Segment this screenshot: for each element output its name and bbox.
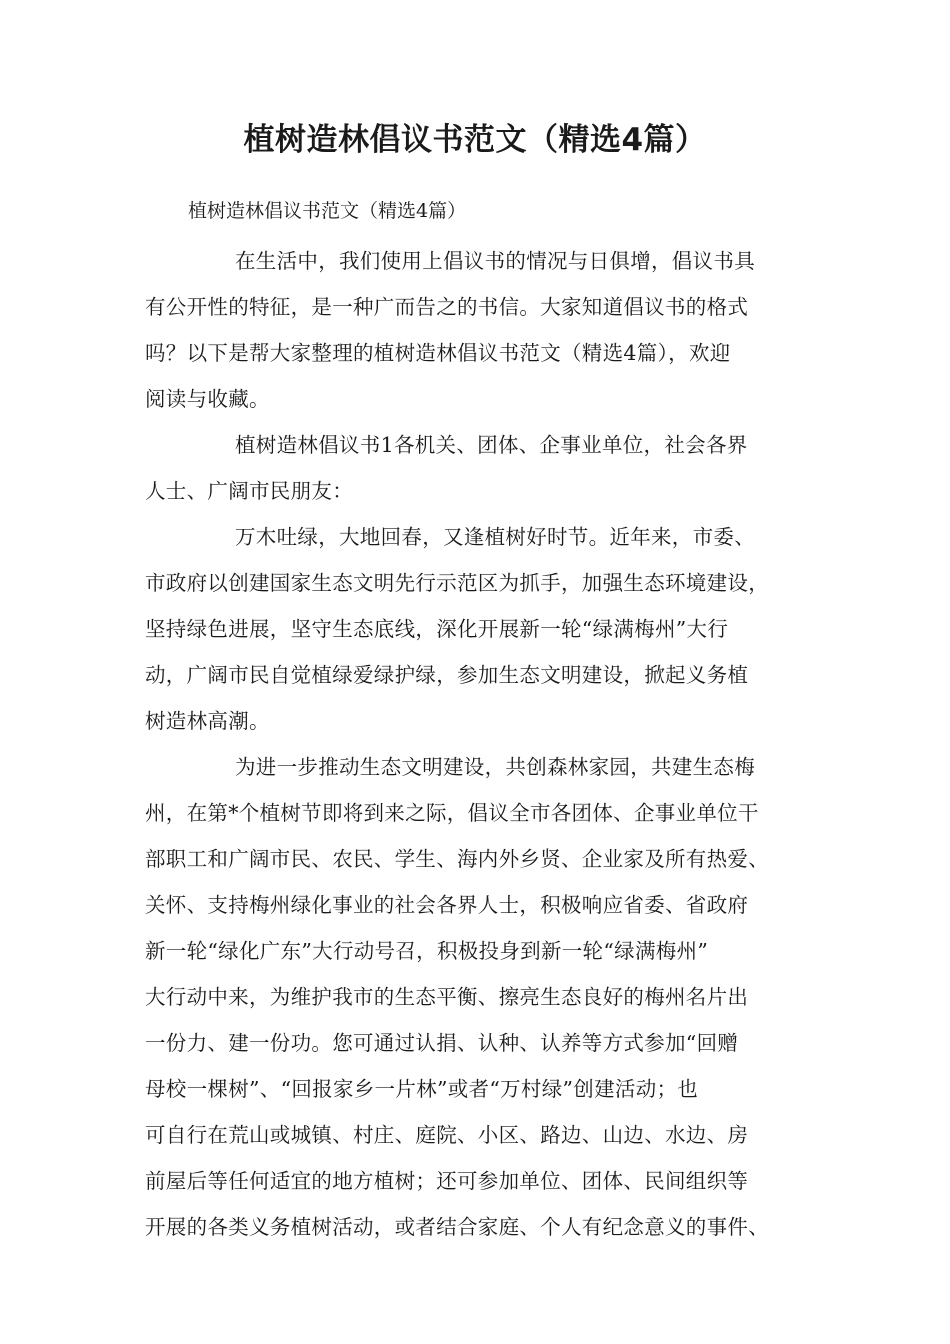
- paragraph-salutation: [145, 422, 825, 514]
- text-line: 州，在第*个植树节即将到来之际，倡议全市各团体、企事业单位干: [145, 801, 759, 825]
- text-line: 阅读与收藏。: [145, 387, 270, 411]
- text-line: 树造林高潮。: [145, 709, 270, 733]
- text-line: 前屋后等任何适宜的地方植树；还可参加单位、团体、民间组织等: [145, 1169, 749, 1193]
- document-subtitle: 植树造林倡议书范文（精选4篇）: [188, 200, 467, 222]
- paragraph-intro: [145, 238, 825, 422]
- text-line: 人士、广阔市民朋友：: [145, 479, 353, 503]
- paragraph-spring: [145, 514, 825, 744]
- text-line: 大行动中来，为维护我市的生态平衡、擦亮生态良好的梅州名片出: [145, 985, 749, 1009]
- text-line: 市政府以创建国家生态文明先行示范区为抓手，加强生态环境建设，: [145, 571, 769, 595]
- text-line: 母校一棵树”、“回报家乡一片林”或者“万村绿”创建活动；也: [145, 1077, 699, 1101]
- text-line: 植树造林倡议书1各机关、团体、企事业单位，社会各界: [235, 433, 748, 457]
- text-line: 为进一步推动生态文明建设，共创森林家园，共建生态梅: [235, 755, 755, 779]
- text-line: 有公开性的特征，是一种广而告之的书信。大家知道倡议书的格式: [145, 295, 749, 319]
- text-line: 开展的各类义务植树活动，或者结合家庭、个人有纪念意义的事件、: [145, 1215, 769, 1239]
- paragraph-initiative: [145, 744, 825, 1250]
- document-title: 植树造林倡议书范文（精选4篇）: [243, 122, 707, 158]
- text-line: 万木吐绿，大地回春，又逢植树好时节。近年来，市委、: [235, 525, 755, 549]
- text-line: 部职工和广阔市民、农民、学生、海内外乡贤、企业家及所有热爱、: [145, 847, 769, 871]
- text-line: 动，广阔市民自觉植绿爱绿护绿，参加生态文明建设，掀起义务植: [145, 663, 749, 687]
- text-line: 关怀、支持梅州绿化事业的社会各界人士，积极响应省委、省政府: [145, 893, 749, 917]
- text-line: 吗？以下是帮大家整理的植树造林倡议书范文（精选4篇），欢迎: [145, 341, 731, 365]
- text-line: 在生活中，我们使用上倡议书的情况与日俱增，倡议书具: [235, 249, 755, 273]
- text-line: 一份力、建一份功。您可通过认捐、认种、认养等方式参加“回赠: [145, 1031, 739, 1055]
- text-line: 新一轮“绿化广东”大行动号召，积极投身到新一轮“绿满梅州”: [145, 939, 709, 963]
- text-line: 坚持绿色进展，坚守生态底线，深化开展新一轮“绿满梅州”大行: [145, 617, 729, 641]
- text-line: 可自行在荒山或城镇、村庄、庭院、小区、路边、山边、水边、房: [145, 1123, 749, 1147]
